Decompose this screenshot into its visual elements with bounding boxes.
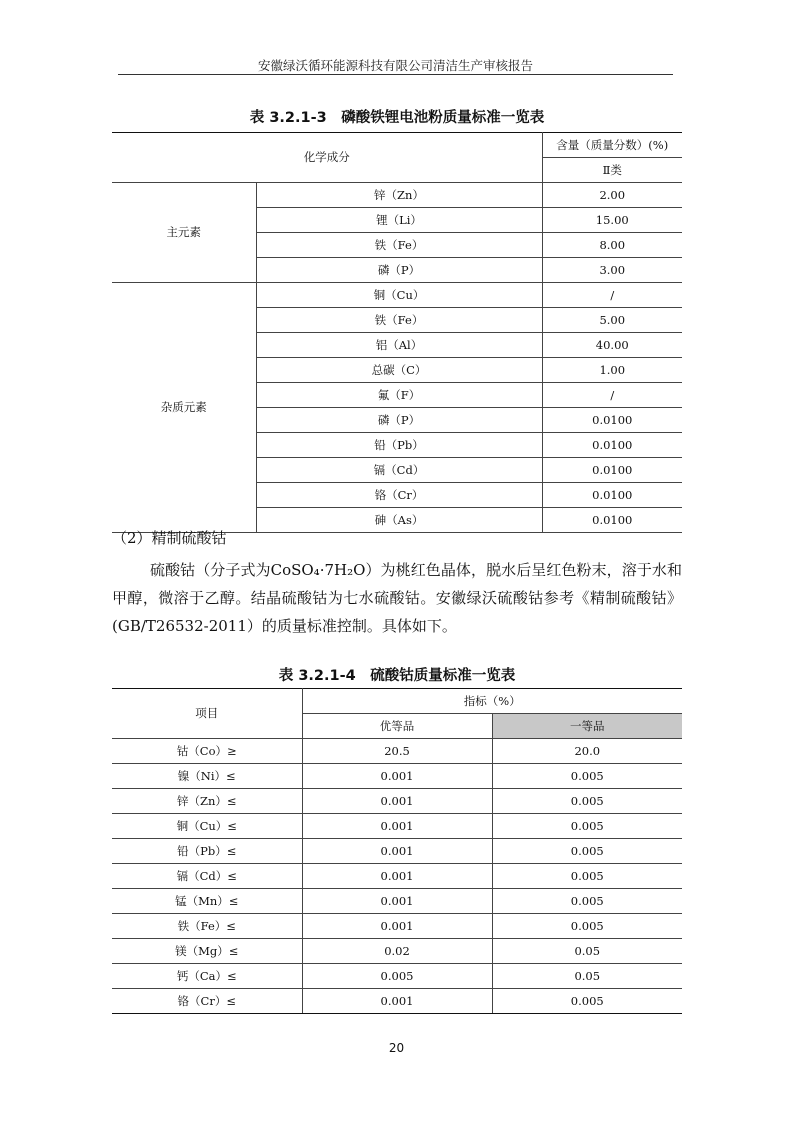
table2-grade1-value: 20.5 — [302, 739, 492, 764]
table1-element: 铜（Cu） — [256, 283, 542, 308]
table2-grade2-value: 0.005 — [492, 914, 682, 939]
table-row — [112, 889, 682, 914]
table2-header-grade2: 一等品 — [492, 714, 682, 739]
table2-body — [112, 689, 682, 1014]
table2-item: 铜（Cu）≤ — [112, 814, 302, 839]
table1-element: 铝（Al） — [256, 333, 542, 358]
table1-element: 铁（Fe） — [256, 308, 542, 333]
table2-grade2-value: 0.005 — [492, 889, 682, 914]
table2-item: 锌（Zn）≤ — [112, 789, 302, 814]
table2-grade1-value: 0.001 — [302, 914, 492, 939]
table1-header-class: Ⅱ类 — [542, 158, 682, 183]
table-row — [112, 764, 682, 789]
table1-element: 磷（P） — [256, 258, 542, 283]
table2-grade2-value: 0.005 — [492, 989, 682, 1014]
header-rule — [118, 74, 673, 75]
table2-grade1-value: 0.001 — [302, 989, 492, 1014]
table2-grade2-value: 0.005 — [492, 814, 682, 839]
table2-grade1-value: 0.001 — [302, 864, 492, 889]
section-heading: （2）精制硫酸钴 — [112, 529, 227, 547]
table1-element: 砷（As） — [256, 508, 542, 533]
table2-item: 镁（Mg）≤ — [112, 939, 302, 964]
table2-item: 镍（Ni）≤ — [112, 764, 302, 789]
table2-header-grade1: 优等品 — [302, 714, 492, 739]
table1-value: 0.0100 — [542, 433, 682, 458]
table1-value: 3.00 — [542, 258, 682, 283]
table2-grade1-value: 0.001 — [302, 839, 492, 864]
table1-value: 5.00 — [542, 308, 682, 333]
table1-value: 40.00 — [542, 333, 682, 358]
table2-item: 镉（Cd）≤ — [112, 864, 302, 889]
page-header: 安徽绿沃循环能源科技有限公司清洁生产审核报告 — [257, 58, 533, 73]
table-row — [112, 814, 682, 839]
table2-header-index: 指标（%） — [302, 689, 682, 714]
table2 — [112, 688, 682, 1014]
table2-grade1-value: 0.001 — [302, 814, 492, 839]
table1-value: 15.00 — [542, 208, 682, 233]
table-row — [112, 989, 682, 1014]
table-row — [112, 183, 682, 208]
section-paragraph: 硫酸钴（分子式为CoSO₄·7H₂O）为桃红色晶体，脱水后呈红色粉末，溶于水和甲醇，微溶于乙醇。结晶硫酸钴为七水硫酸钴。安徽绿沃硫酸钴参考《精制硫酸钴》(GB/T26532-2011）的质量标准控制。具体如下。 — [112, 561, 682, 635]
table2-grade1-value: 0.02 — [302, 939, 492, 964]
table1-value: / — [542, 283, 682, 308]
table1-value: 8.00 — [542, 233, 682, 258]
table2-item: 钙（Ca）≤ — [112, 964, 302, 989]
table2-grade2-value: 0.05 — [492, 964, 682, 989]
table2-item: 铅（Pb）≤ — [112, 839, 302, 864]
table2-grade1-value: 0.005 — [302, 964, 492, 989]
table-row — [112, 739, 682, 764]
table-row — [112, 839, 682, 864]
table1-element: 铁（Fe） — [256, 233, 542, 258]
table1-body — [112, 133, 682, 533]
table1 — [112, 132, 682, 533]
table2-caption: 表 3.2.1-4 硫酸钴质量标准一览表 — [278, 668, 516, 684]
table2-item: 铁（Fe）≤ — [112, 914, 302, 939]
table1-header-content: 含量（质量分数）(%) — [542, 133, 682, 158]
table2-grade1-value: 0.001 — [302, 764, 492, 789]
table1-element: 锂（Li） — [256, 208, 542, 233]
table1-element: 氟（F） — [256, 383, 542, 408]
table-row — [112, 939, 682, 964]
table-row — [112, 864, 682, 889]
table2-grade2-value: 0.005 — [492, 864, 682, 889]
table2-grade2-value: 0.005 — [492, 839, 682, 864]
table1-element: 磷（P） — [256, 408, 542, 433]
table-row — [112, 914, 682, 939]
table1-value: 0.0100 — [542, 483, 682, 508]
table2-header-item: 项目 — [112, 689, 302, 739]
table2-item: 铬（Cr）≤ — [112, 989, 302, 1014]
table1-value: 1.00 — [542, 358, 682, 383]
table-row — [112, 789, 682, 814]
table2-grade1-value: 0.001 — [302, 889, 492, 914]
table2-grade2-value: 0.005 — [492, 764, 682, 789]
table2-grade2-value: 0.005 — [492, 789, 682, 814]
table1-group-impurity: 杂质元素 — [112, 283, 256, 533]
table-row — [112, 283, 682, 308]
table1-element: 铬（Cr） — [256, 483, 542, 508]
table1-element: 锌（Zn） — [256, 183, 542, 208]
table1-element: 总碳（C） — [256, 358, 542, 383]
table1-value: 2.00 — [542, 183, 682, 208]
table2-grade2-value: 20.0 — [492, 739, 682, 764]
table2-grade2-value: 0.05 — [492, 939, 682, 964]
table2-item: 锰（Mn）≤ — [112, 889, 302, 914]
table2-item: 钴（Co）≥ — [112, 739, 302, 764]
table1-element: 镉（Cd） — [256, 458, 542, 483]
table1-value: 0.0100 — [542, 508, 682, 533]
table1-value: 0.0100 — [542, 458, 682, 483]
table-row — [112, 964, 682, 989]
table1-element: 铅（Pb） — [256, 433, 542, 458]
table1-value: 0.0100 — [542, 408, 682, 433]
table1-header-component: 化学成分 — [112, 133, 542, 183]
page-number: 20 — [388, 1041, 405, 1055]
table1-value: / — [542, 383, 682, 408]
table1-group-main: 主元素 — [112, 183, 256, 283]
table2-grade1-value: 0.001 — [302, 789, 492, 814]
table1-caption: 表 3.2.1-3 磷酸铁锂电池粉质量标准一览表 — [249, 110, 545, 126]
